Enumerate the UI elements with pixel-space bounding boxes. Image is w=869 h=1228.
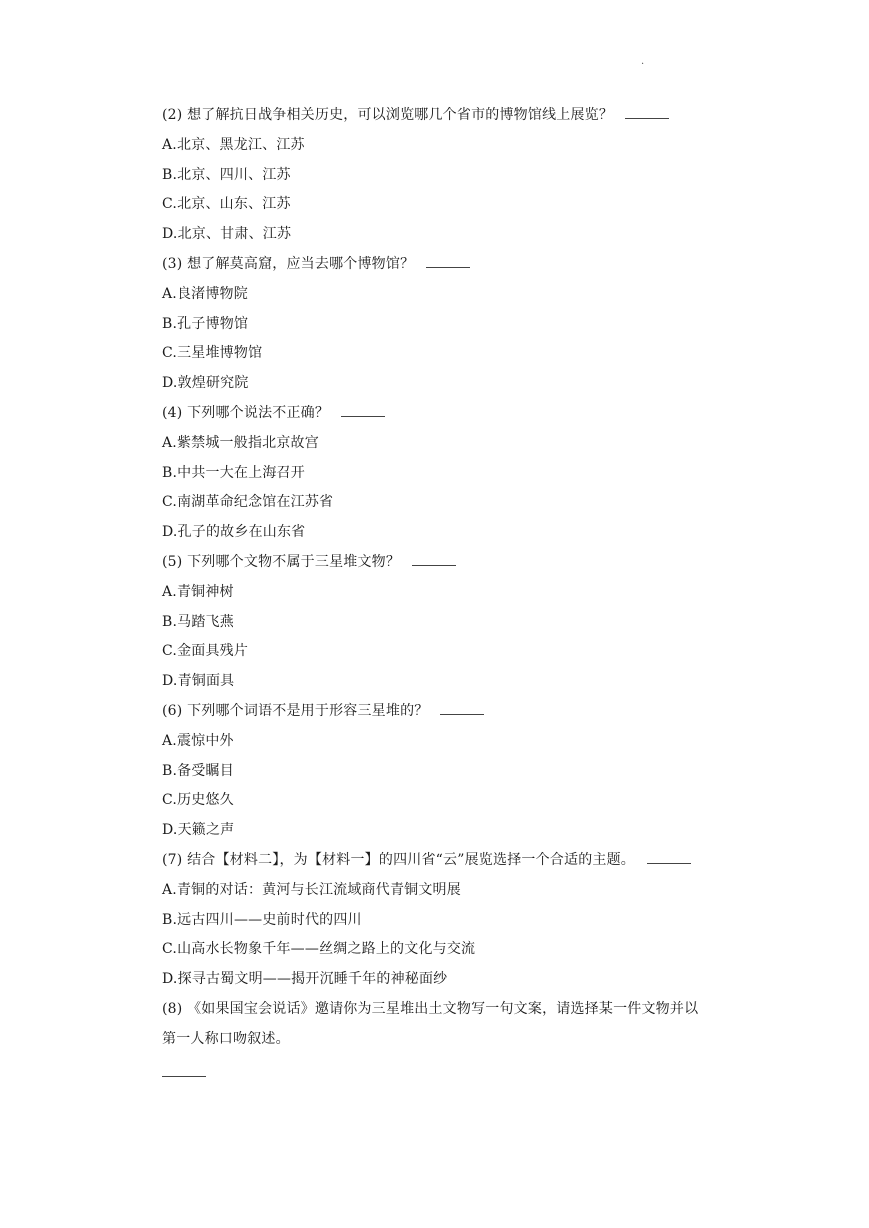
question-stem: (7) 结合【材料二】，为【材料一】的四川省“云”展览选择一个合适的主题。 [162, 846, 762, 876]
option: D.探寻古蜀文明——揭开沉睡千年的神秘面纱 [162, 971, 448, 988]
option: D.天籁之声 [162, 822, 235, 839]
answer-blank[interactable] [625, 117, 669, 119]
question-stem: (8) 《如果国宝会说话》邀请你为三星堆出土文物写一句文案，请选择某一件文物并以 [162, 1000, 699, 1017]
question-stem: (4) 下列哪个说法不正确？ [162, 399, 762, 429]
option: B.远古四川——史前时代的四川 [162, 911, 362, 928]
option: A.青铜神树 [162, 583, 234, 600]
option: A.青铜的对话：黄河与长江流域商代青铜文明展 [162, 881, 461, 898]
option: C.山高水长物象千年——丝绸之路上的文化与交流 [162, 941, 476, 958]
option: A.震惊中外 [162, 732, 234, 749]
option: A.北京、黑龙江、江苏 [162, 136, 305, 153]
option: D.孔子的故乡在山东省 [162, 524, 306, 541]
answer-blank[interactable] [412, 564, 456, 566]
question-stem: (6) 下列哪个词语不是用于形容三星堆的？ [162, 697, 762, 727]
answer-blank[interactable] [426, 266, 470, 268]
option: B.北京、四川、江苏 [162, 166, 291, 183]
option: C.金面具残片 [162, 643, 249, 660]
question-stem-continued: 第一人称口吻叙述。 [162, 1030, 290, 1047]
option: C.南湖革命纪念馆在江苏省 [162, 494, 334, 511]
option: B.马踏飞燕 [162, 613, 234, 630]
option: B.备受瞩目 [162, 762, 234, 779]
question-stem: (5) 下列哪个文物不属于三星堆文物？ [162, 548, 762, 578]
answer-blank[interactable] [162, 1075, 206, 1077]
question-list [162, 101, 762, 1077]
question-stem: (2) 想了解抗日战争相关历史，可以浏览哪几个省市的博物馆线上展览？ [162, 101, 762, 131]
answer-blank[interactable] [341, 415, 385, 417]
question-stem: (3) 想了解莫高窟，应当去哪个博物馆？ [162, 250, 762, 280]
option: A.良渚博物院 [162, 285, 248, 302]
answer-blank[interactable] [647, 862, 691, 864]
option: D.青铜面具 [162, 673, 235, 690]
option: C.三星堆博物馆 [162, 345, 263, 362]
option: C.北京、山东、江苏 [162, 196, 291, 213]
option: D.敦煌研究院 [162, 375, 249, 392]
option: D.北京、甘肃、江苏 [162, 226, 292, 243]
option: B.孔子博物馆 [162, 315, 249, 332]
header-mark: . [641, 56, 645, 67]
option: B.中共一大在上海召开 [162, 464, 305, 481]
option: A.紫禁城一般指北京故宫 [162, 434, 319, 451]
option: C.历史悠久 [162, 792, 234, 809]
answer-blank[interactable] [440, 713, 484, 715]
